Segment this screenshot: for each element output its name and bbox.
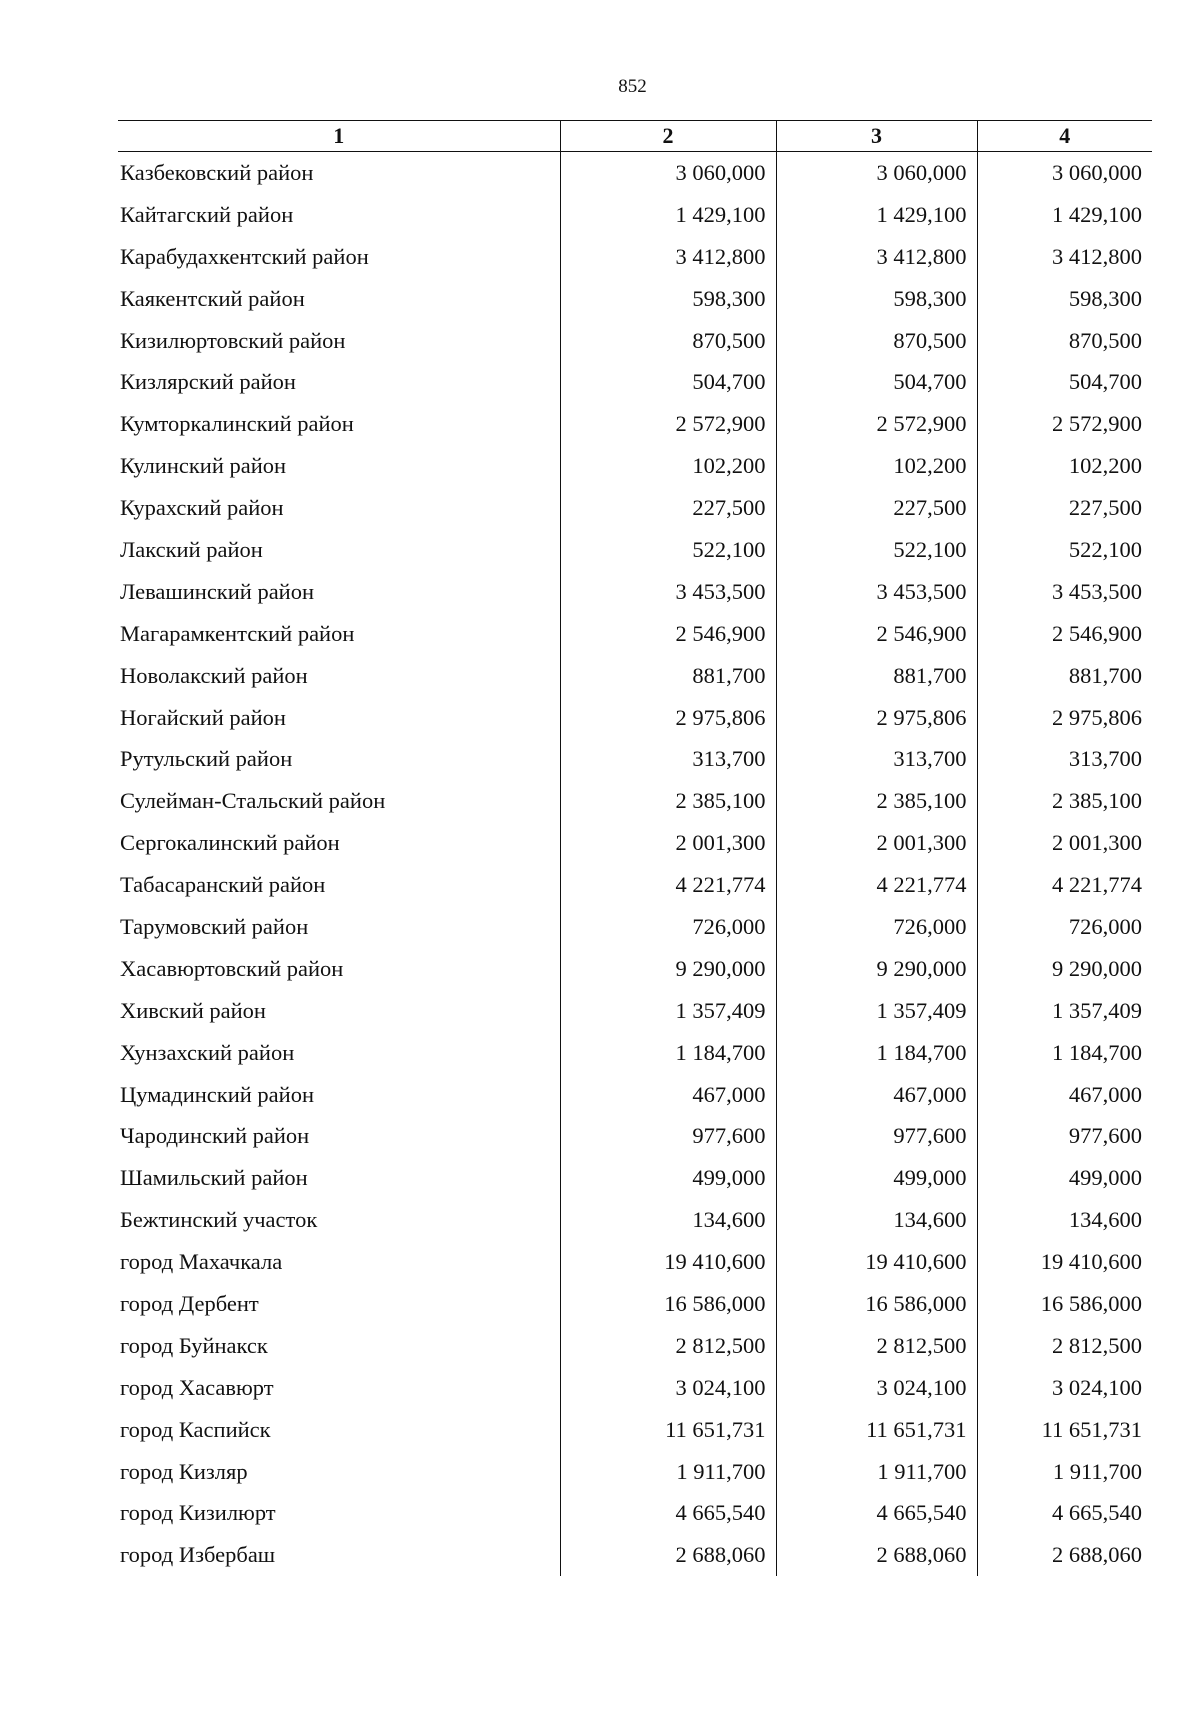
municipality-name-cell: Кулинский район: [120, 453, 287, 479]
column-header-3: 3: [776, 121, 977, 152]
table-row: [118, 1409, 1152, 1451]
column-3-value-cell: 2 001,300: [776, 822, 977, 864]
column-4-value-cell: 102,200: [977, 445, 1152, 487]
municipality-name-cell: город Каспийск: [120, 1416, 271, 1442]
column-2-value-cell: 16 586,000: [560, 1283, 776, 1325]
column-3-value-cell: 1 911,700: [776, 1451, 977, 1493]
column-2-value-cell: 134,600: [560, 1199, 776, 1241]
column-3-value-cell: 2 975,806: [776, 697, 977, 739]
column-4-value-cell: 499,000: [977, 1157, 1152, 1199]
column-3-value-cell: 467,000: [776, 1074, 977, 1116]
table-row: [118, 1493, 1152, 1535]
column-3-value-cell: 102,200: [776, 445, 977, 487]
column-4-value-cell: 1 184,700: [977, 1032, 1152, 1074]
municipality-name-cell: Шамильский район: [120, 1165, 308, 1191]
column-3-value-cell: 598,300: [776, 278, 977, 320]
column-4-value-cell: 3 412,800: [977, 236, 1152, 278]
column-2-value-cell: 1 911,700: [560, 1451, 776, 1493]
table-row: [118, 1325, 1152, 1367]
municipality-name-cell: город Махачкала: [120, 1249, 283, 1275]
table-row: [118, 738, 1152, 780]
column-2-value-cell: 313,700: [560, 738, 776, 780]
column-4-value-cell: 134,600: [977, 1199, 1152, 1241]
municipality-name-cell: Хунзахский район: [120, 1039, 295, 1065]
column-3-value-cell: 522,100: [776, 529, 977, 571]
column-2-value-cell: 3 412,800: [560, 236, 776, 278]
column-3-value-cell: 16 586,000: [776, 1283, 977, 1325]
table-row: [118, 906, 1152, 948]
column-2-value-cell: 2 001,300: [560, 822, 776, 864]
column-4-value-cell: 9 290,000: [977, 948, 1152, 990]
table-row: [118, 864, 1152, 906]
municipality-name-cell: Тарумовский район: [120, 913, 309, 939]
table-row: [118, 529, 1152, 571]
column-2-value-cell: 467,000: [560, 1074, 776, 1116]
column-3-value-cell: 4 665,540: [776, 1493, 977, 1535]
table-row: [118, 1534, 1152, 1576]
column-3-value-cell: 227,500: [776, 487, 977, 529]
column-4-value-cell: 3 060,000: [977, 152, 1152, 194]
table-row: [118, 194, 1152, 236]
column-3-value-cell: 3 412,800: [776, 236, 977, 278]
table-row: [118, 1032, 1152, 1074]
municipality-name-cell: Магарамкентский район: [120, 620, 355, 646]
table-row: [118, 236, 1152, 278]
column-2-value-cell: 499,000: [560, 1157, 776, 1199]
column-4-value-cell: 598,300: [977, 278, 1152, 320]
column-2-value-cell: 2 812,500: [560, 1325, 776, 1367]
column-2-value-cell: 522,100: [560, 529, 776, 571]
column-3-value-cell: 881,700: [776, 655, 977, 697]
column-2-value-cell: 4 665,540: [560, 1493, 776, 1535]
table-row: [118, 1367, 1152, 1409]
table-row: [118, 571, 1152, 613]
column-header-4: 4: [977, 121, 1152, 152]
table-row: [118, 487, 1152, 529]
column-3-value-cell: 3 024,100: [776, 1367, 977, 1409]
column-2-value-cell: 870,500: [560, 320, 776, 362]
municipality-name-cell: Ногайский район: [120, 704, 286, 730]
column-2-value-cell: 3 060,000: [560, 152, 776, 194]
municipality-name-cell: Цумадинский район: [120, 1081, 314, 1107]
municipality-name-cell: город Кизилюрт: [120, 1500, 276, 1526]
column-3-value-cell: 977,600: [776, 1115, 977, 1157]
table-row: [118, 1115, 1152, 1157]
column-2-value-cell: 102,200: [560, 445, 776, 487]
column-4-value-cell: 3 024,100: [977, 1367, 1152, 1409]
table-row: [118, 697, 1152, 739]
table-body: [118, 152, 1152, 1577]
column-3-value-cell: 2 688,060: [776, 1534, 977, 1576]
column-3-value-cell: 2 812,500: [776, 1325, 977, 1367]
column-4-value-cell: 1 911,700: [977, 1451, 1152, 1493]
column-2-value-cell: 11 651,731: [560, 1409, 776, 1451]
column-3-value-cell: 3 060,000: [776, 152, 977, 194]
column-2-value-cell: 9 290,000: [560, 948, 776, 990]
column-4-value-cell: 881,700: [977, 655, 1152, 697]
table-row: [118, 361, 1152, 403]
municipality-name-cell: город Избербаш: [120, 1542, 276, 1568]
column-4-value-cell: 2 385,100: [977, 780, 1152, 822]
column-2-value-cell: 598,300: [560, 278, 776, 320]
column-4-value-cell: 977,600: [977, 1115, 1152, 1157]
municipality-name-cell: Курахский район: [120, 495, 284, 521]
budget-table: [118, 120, 1152, 1576]
column-2-value-cell: 726,000: [560, 906, 776, 948]
column-4-value-cell: 870,500: [977, 320, 1152, 362]
municipality-name-cell: Табасаранский район: [120, 872, 326, 898]
column-header-2: 2: [560, 121, 776, 152]
column-3-value-cell: 870,500: [776, 320, 977, 362]
page-number: 852: [618, 76, 647, 97]
table-row: [118, 403, 1152, 445]
column-2-value-cell: 2 572,900: [560, 403, 776, 445]
municipality-name-cell: город Кизляр: [120, 1458, 248, 1484]
municipality-name-cell: Казбековский район: [120, 159, 314, 185]
column-3-value-cell: 504,700: [776, 361, 977, 403]
column-3-value-cell: 313,700: [776, 738, 977, 780]
municipality-name-cell: Бежтинский участок: [120, 1207, 318, 1233]
column-3-value-cell: 3 453,500: [776, 571, 977, 613]
table-row: [118, 655, 1152, 697]
municipality-name-cell: Хивский район: [120, 997, 266, 1023]
column-2-value-cell: 2 975,806: [560, 697, 776, 739]
column-4-value-cell: 2 001,300: [977, 822, 1152, 864]
municipality-name-cell: Сулейман-Стальский район: [120, 788, 386, 814]
column-2-value-cell: 2 546,900: [560, 613, 776, 655]
column-4-value-cell: 522,100: [977, 529, 1152, 571]
column-4-value-cell: 2 975,806: [977, 697, 1152, 739]
column-3-value-cell: 1 429,100: [776, 194, 977, 236]
table-row: [118, 1074, 1152, 1116]
column-3-value-cell: 2 385,100: [776, 780, 977, 822]
column-4-value-cell: 467,000: [977, 1074, 1152, 1116]
column-2-value-cell: 2 688,060: [560, 1534, 776, 1576]
municipality-name-cell: город Дербент: [120, 1290, 259, 1316]
column-2-value-cell: 881,700: [560, 655, 776, 697]
municipality-name-cell: Карабудахкентский район: [120, 243, 369, 269]
table-row: [118, 613, 1152, 655]
municipality-name-cell: Рутульский район: [120, 746, 293, 772]
column-3-value-cell: 2 572,900: [776, 403, 977, 445]
column-2-value-cell: 4 221,774: [560, 864, 776, 906]
column-2-value-cell: 1 357,409: [560, 990, 776, 1032]
municipality-name-cell: город Буйнакск: [120, 1332, 268, 1358]
table-row: [118, 1451, 1152, 1493]
column-4-value-cell: 1 357,409: [977, 990, 1152, 1032]
column-3-value-cell: 499,000: [776, 1157, 977, 1199]
column-3-value-cell: 4 221,774: [776, 864, 977, 906]
table-row: [118, 990, 1152, 1032]
column-2-value-cell: 3 453,500: [560, 571, 776, 613]
column-4-value-cell: 2 812,500: [977, 1325, 1152, 1367]
column-2-value-cell: 3 024,100: [560, 1367, 776, 1409]
municipality-name-cell: Кайтагский район: [120, 201, 294, 227]
table-row: [118, 445, 1152, 487]
table-row: [118, 948, 1152, 990]
municipality-name-cell: Кумторкалинский район: [120, 411, 354, 437]
column-3-value-cell: 726,000: [776, 906, 977, 948]
municipality-name-cell: Левашинский район: [120, 578, 315, 604]
column-2-value-cell: 1 429,100: [560, 194, 776, 236]
municipality-name-cell: Лакский район: [120, 536, 263, 562]
column-2-value-cell: 2 385,100: [560, 780, 776, 822]
municipality-name-cell: Кизлярский район: [120, 369, 296, 395]
table-row: [118, 822, 1152, 864]
municipality-name-cell: Хасавюртовский район: [120, 955, 344, 981]
column-4-value-cell: 227,500: [977, 487, 1152, 529]
column-2-value-cell: 977,600: [560, 1115, 776, 1157]
municipality-name-cell: Каякентский район: [120, 285, 305, 311]
column-4-value-cell: 504,700: [977, 361, 1152, 403]
table-row: [118, 1241, 1152, 1283]
column-2-value-cell: 1 184,700: [560, 1032, 776, 1074]
table-header-row: [118, 121, 1152, 152]
column-4-value-cell: 2 546,900: [977, 613, 1152, 655]
column-4-value-cell: 3 453,500: [977, 571, 1152, 613]
column-4-value-cell: 726,000: [977, 906, 1152, 948]
column-4-value-cell: 16 586,000: [977, 1283, 1152, 1325]
column-2-value-cell: 227,500: [560, 487, 776, 529]
table-row: [118, 1157, 1152, 1199]
table-row: [118, 1283, 1152, 1325]
municipality-name-cell: Чародинский район: [120, 1123, 310, 1149]
column-3-value-cell: 9 290,000: [776, 948, 977, 990]
column-3-value-cell: 2 546,900: [776, 613, 977, 655]
column-3-value-cell: 1 357,409: [776, 990, 977, 1032]
column-3-value-cell: 11 651,731: [776, 1409, 977, 1451]
column-3-value-cell: 19 410,600: [776, 1241, 977, 1283]
table-row: [118, 780, 1152, 822]
table-row: [118, 278, 1152, 320]
column-4-value-cell: 2 688,060: [977, 1534, 1152, 1576]
column-3-value-cell: 134,600: [776, 1199, 977, 1241]
column-2-value-cell: 504,700: [560, 361, 776, 403]
budget-table-container: [118, 120, 1152, 1576]
column-4-value-cell: 19 410,600: [977, 1241, 1152, 1283]
column-4-value-cell: 1 429,100: [977, 194, 1152, 236]
column-3-value-cell: 1 184,700: [776, 1032, 977, 1074]
column-4-value-cell: 2 572,900: [977, 403, 1152, 445]
column-4-value-cell: 4 221,774: [977, 864, 1152, 906]
table-row: [118, 152, 1152, 194]
table-row: [118, 320, 1152, 362]
column-4-value-cell: 11 651,731: [977, 1409, 1152, 1451]
column-header-1: 1: [118, 121, 560, 152]
municipality-name-cell: Сергокалинский район: [120, 830, 340, 856]
column-4-value-cell: 313,700: [977, 738, 1152, 780]
column-4-value-cell: 4 665,540: [977, 1493, 1152, 1535]
municipality-name-cell: город Хасавюрт: [120, 1374, 274, 1400]
municipality-name-cell: Новолакский район: [120, 662, 308, 688]
column-2-value-cell: 19 410,600: [560, 1241, 776, 1283]
table-row: [118, 1199, 1152, 1241]
municipality-name-cell: Кизилюртовский район: [120, 327, 346, 353]
